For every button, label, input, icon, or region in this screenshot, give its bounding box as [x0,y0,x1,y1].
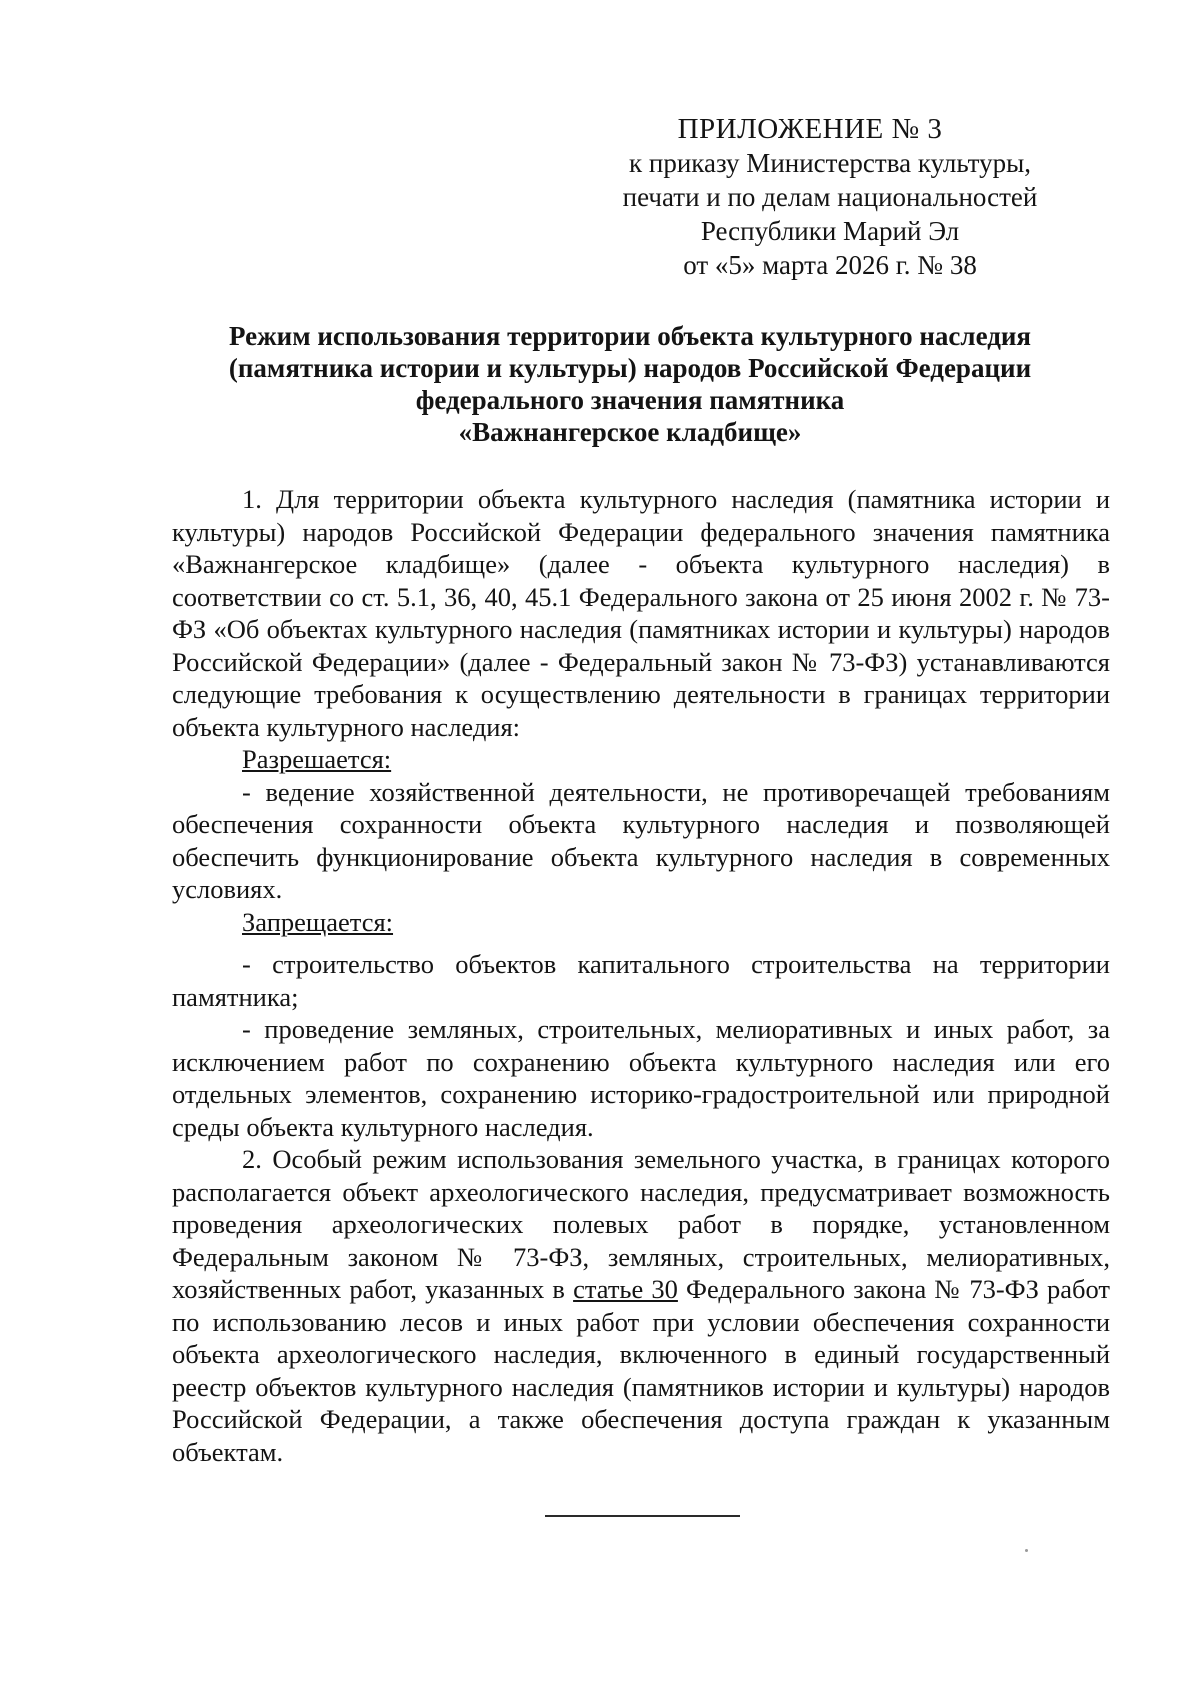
paragraph-2-text-start: 2. Особый режим использования земельного участка, в границах которого располагается объект археологического наследия, предусматривает возможность проведения археологических полевых работ в порядке, установленном Федеральным законом № 73-ФЗ, земляных, строительных, мелиоративных, хозяйственных работ, указанных в [172,1144,1110,1304]
prohibited-item-2: - проведение земляных, строительных, мелиоративных и иных работ, за исключением работ по сохранению объекта культурного наследия или его отдельных элементов, сохранению историко-градостроительной или природной среды объекта культурного наследия. [172,1014,1110,1142]
document-body [172,483,1110,1468]
allowed-heading: Разрешается: [242,744,392,774]
appendix-header [560,112,1100,282]
title-line-2: (памятника истории и культуры) народов Российской Федерации [228,353,1032,383]
title-line-1: Режим использования территории объекта культурного наследия [228,321,1032,351]
title-line-4: «Важнангерское кладбище» [458,417,802,447]
appendix-line-order: к приказу Министерства культуры, [629,148,1031,178]
paragraph-1: 1. Для территории объекта культурного наследия (памятника истории и культуры) народов Российской Федерации федерального значения памятника «Важнангерское кладбище» (далее - объекта культурного наследия) в соответствии со ст. 5.1, 36, 40, 45.1 Федерального закона от 25 июня 2002 г. № 73-ФЗ «Об объектах культурного наследия (памятниках истории и культуры) народов Российской Федерации» (далее - Федеральный закон № 73-ФЗ) устанавливаются следующие требования к осуществлению деятельности в границах территории объекта культурного наследия: [172,484,1110,742]
appendix-line-republic: Республики Марий Эл [700,216,960,246]
appendix-line-date: от «5» марта 2026 г. № 38 [683,250,977,280]
document-title [150,320,1110,448]
prohibited-heading: Запрещается: [242,906,394,937]
article-30-link[interactable]: статье 30 [573,1274,678,1304]
spacer [172,938,1110,948]
appendix-title: ПРИЛОЖЕНИЕ № 3 [677,113,943,145]
paragraph-2 [172,1143,1110,1468]
scan-speck [1025,1549,1028,1552]
paragraph-2-text-end: Федерального закона № 73-ФЗ работ по использованию лесов и иных работ при условии обеспечения сохранности объекта археологического наследия, включенного в единый государственный реестр объектов культурного наследия (памятников истории и культуры) народов Российской Федерации, а также обеспечения доступа граждан к указанным объектам. [172,1274,1110,1467]
title-line-3: федерального значения памятника [415,385,845,415]
allowed-item-1: - ведение хозяйственной деятельности, не противоречащей требованиям обеспечения сохранности объекта культурного наследия и позволяющей обеспечить функционирование объекта культурного наследия в современных условиях. [172,776,1110,904]
end-separator-line [545,1515,740,1517]
prohibited-item-1: - строительство объектов капитального строительства на территории памятника; [172,949,1110,1012]
appendix-line-ministry: печати и по делам национальностей [622,182,1038,212]
